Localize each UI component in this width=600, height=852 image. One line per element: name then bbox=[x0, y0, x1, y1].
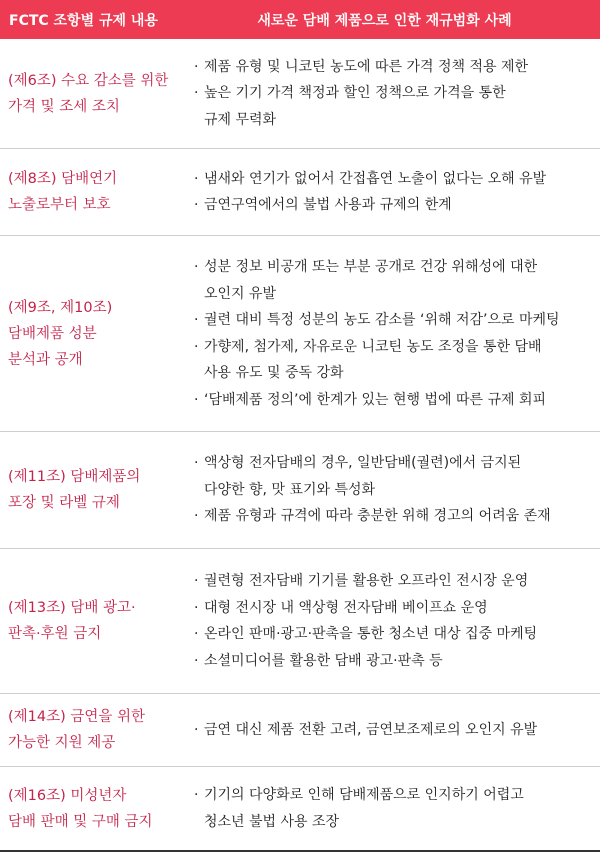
case-item bbox=[194, 782, 594, 835]
article-label bbox=[0, 694, 190, 766]
article-label-line: 노출로부터 보호 bbox=[8, 197, 111, 213]
case-text-line: 성분 정보 비공개 또는 부분 공개로 건강 위해성에 대한 bbox=[204, 259, 538, 275]
case-text-line: 가향제, 첨가제, 자유로운 니코틴 농도 조정을 통한 담배 bbox=[204, 338, 542, 355]
bullet-icon: · bbox=[194, 573, 199, 589]
bullet-icon: · bbox=[194, 721, 199, 738]
bullet-icon: · bbox=[194, 170, 199, 187]
case-text bbox=[204, 166, 594, 193]
bullet-icon: · bbox=[194, 626, 199, 642]
case-text-line: 기기의 다양화로 인해 담배제품으로 인지하기 어렵고 bbox=[204, 787, 524, 803]
case-item bbox=[194, 503, 594, 530]
case-text bbox=[204, 648, 594, 675]
bullet-icon: · bbox=[194, 338, 199, 355]
case-item bbox=[194, 595, 594, 622]
case-item bbox=[194, 80, 594, 133]
bullet-icon: · bbox=[194, 259, 199, 275]
article-label-line: (제11조) 담배제품의 bbox=[8, 469, 141, 485]
case-text bbox=[204, 621, 594, 648]
table-row bbox=[0, 39, 600, 149]
bullet-icon: · bbox=[194, 391, 199, 408]
article-label bbox=[0, 432, 190, 548]
case-item bbox=[194, 450, 594, 503]
article-label-line: (제16조) 미성년자 bbox=[8, 787, 127, 804]
article-label-line: 담배 판매 및 구매 금지 bbox=[8, 813, 153, 830]
case-list bbox=[190, 767, 600, 850]
article-label bbox=[0, 767, 190, 850]
case-text bbox=[204, 450, 594, 503]
case-text-line: 높은 기기 가격 책정과 할인 정책으로 가격을 통한 bbox=[204, 85, 506, 102]
bullet-icon: · bbox=[194, 599, 199, 616]
table-header bbox=[0, 0, 600, 39]
case-text bbox=[204, 503, 594, 530]
table-row bbox=[0, 549, 600, 694]
case-text bbox=[204, 80, 594, 133]
bullet-icon: · bbox=[194, 787, 199, 803]
case-list bbox=[190, 236, 600, 431]
case-text-line: 온라인 판매·광고·판촉을 통한 청소년 대상 집중 마케팅 bbox=[204, 626, 538, 642]
case-text bbox=[204, 595, 594, 622]
article-label-line: (제8조) 담배연기 bbox=[8, 171, 118, 187]
bullet-icon: · bbox=[194, 652, 199, 669]
case-text-line: ‘담배제품 정의’에 한계가 있는 현행 법에 따른 규제 회피 bbox=[204, 391, 547, 408]
case-list bbox=[190, 432, 600, 548]
case-text bbox=[204, 387, 594, 414]
article-label bbox=[0, 549, 190, 693]
case-text-line: 제품 유형 및 니코틴 농도에 따른 가격 정책 적용 제한 bbox=[204, 58, 529, 75]
case-item bbox=[194, 192, 594, 219]
case-text-line: 청소년 불법 사용 조장 bbox=[204, 813, 340, 830]
article-label-line: (제14조) 금연을 위한 bbox=[8, 709, 146, 725]
case-text-line: 다양한 향, 맛 표기와 특성화 bbox=[204, 481, 376, 498]
article-label-line: 담배제품 성분 bbox=[8, 325, 97, 342]
case-item bbox=[194, 568, 594, 595]
bullet-icon: · bbox=[194, 312, 199, 328]
case-text bbox=[204, 568, 594, 595]
case-item bbox=[194, 717, 594, 744]
header-left: FCTC 조항별 규제 내용 bbox=[9, 12, 158, 29]
article-label bbox=[0, 39, 190, 148]
case-item bbox=[194, 621, 594, 648]
case-item bbox=[194, 648, 594, 675]
bullet-icon: · bbox=[194, 58, 199, 75]
case-text-line: 궐련형 전자담배 기기를 활용한 오프라인 전시장 운영 bbox=[204, 573, 529, 589]
article-label-line: 분석과 공개 bbox=[8, 351, 83, 368]
case-list bbox=[190, 39, 600, 148]
article-label bbox=[0, 236, 190, 431]
article-label bbox=[0, 149, 190, 235]
header-right: 새로운 담배 제품으로 인한 재규범화 사례 bbox=[257, 12, 512, 29]
table-row bbox=[0, 236, 600, 432]
article-label-line: 판촉·후원 금지 bbox=[8, 626, 102, 642]
case-text-line: 규제 무력화 bbox=[204, 111, 277, 128]
table-row bbox=[0, 694, 600, 767]
case-item bbox=[194, 307, 594, 334]
case-text bbox=[204, 54, 594, 81]
case-item bbox=[194, 166, 594, 193]
case-text-line: 궐련 대비 특정 성분의 농도 감소를 ‘위해 저감’으로 마케팅 bbox=[204, 312, 560, 328]
case-text bbox=[204, 334, 594, 387]
case-text-line: 금연구역에서의 불법 사용과 규제의 한계 bbox=[204, 197, 452, 213]
case-text-line: 금연 대신 제품 전환 고려, 금연보조제로의 오인지 유발 bbox=[204, 721, 538, 738]
bullet-icon: · bbox=[194, 508, 199, 525]
case-item bbox=[194, 54, 594, 81]
article-label-line: 가격 및 조세 조치 bbox=[8, 98, 120, 115]
case-item bbox=[194, 254, 594, 307]
case-text-line: 액상형 전자담배의 경우, 일반담배(궐련)에서 금지된 bbox=[204, 455, 522, 472]
case-text-line: 소셜미디어를 활용한 담배 광고·판촉 등 bbox=[204, 652, 443, 669]
bullet-icon: · bbox=[194, 455, 199, 472]
table-row bbox=[0, 432, 600, 549]
case-text-line: 제품 유형과 규격에 따라 충분한 위해 경고의 어려움 존재 bbox=[204, 508, 551, 525]
table-row bbox=[0, 149, 600, 236]
case-text bbox=[204, 254, 594, 307]
case-item bbox=[194, 387, 594, 414]
case-text-line: 대형 전시장 내 액상형 전자담배 베이프쇼 운영 bbox=[204, 599, 488, 616]
case-text-line: 냄새와 연기가 없어서 간접흡연 노출이 없다는 오해 유발 bbox=[204, 170, 547, 187]
bullet-icon: · bbox=[194, 197, 199, 213]
case-list bbox=[190, 694, 600, 766]
article-label-line: (제13조) 담배 광고· bbox=[8, 600, 136, 616]
case-text-line: 오인지 유발 bbox=[204, 285, 277, 302]
case-list bbox=[190, 149, 600, 235]
article-label-line: (제9조, 제10조) bbox=[8, 299, 113, 316]
table-row bbox=[0, 767, 600, 852]
case-text bbox=[204, 192, 594, 219]
table-body bbox=[0, 39, 600, 852]
article-label-line: (제6조) 수요 감소를 위한 bbox=[8, 72, 169, 89]
case-text-line: 사용 유도 및 중독 강화 bbox=[204, 365, 344, 381]
article-label-line: 포장 및 라벨 규제 bbox=[8, 495, 120, 511]
case-text bbox=[204, 717, 594, 744]
case-text bbox=[204, 782, 594, 835]
case-item bbox=[194, 334, 594, 387]
case-text bbox=[204, 307, 594, 334]
article-label-line: 가능한 지원 제공 bbox=[8, 735, 116, 751]
bullet-icon: · bbox=[194, 85, 199, 102]
case-list bbox=[190, 549, 600, 693]
